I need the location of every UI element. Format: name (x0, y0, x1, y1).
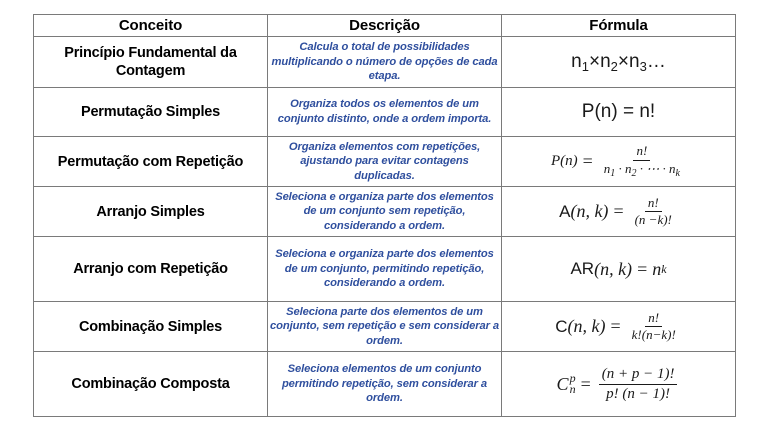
header-concept: Conceito (34, 15, 268, 37)
concept-cell: Arranjo Simples (34, 187, 268, 237)
table-row (34, 352, 736, 417)
description-cell: Seleciona e organiza parte dos elementos de um conjunto sem repetição, considerando a ordem. (268, 187, 502, 237)
header-row (34, 15, 736, 37)
table-row (34, 302, 736, 352)
description-cell: Organiza todos os elementos de um conjunto distinto, onde a ordem importa. (268, 88, 502, 137)
formula-cell (502, 352, 736, 417)
formula-arrangement-repetition: AR (n, k) = n k (570, 258, 667, 279)
formula-cell (502, 187, 736, 237)
description-cell: Seleciona parte dos elementos de um conjunto, sem repetição e sem considerar a ordem. (268, 302, 502, 352)
formula-simple-permutation: P(n) = n! (581, 101, 656, 122)
formula-simple-combination: C (n, k) = $\frac{n!}{k!(n-k)!}$ (555, 309, 676, 342)
formula-cell (502, 302, 736, 352)
concept-cell: Combinação Composta (34, 352, 268, 417)
header-formula: Fórmula (502, 15, 736, 37)
table-row (34, 88, 736, 137)
formula-cell (502, 37, 736, 88)
combinatorics-table (33, 14, 736, 417)
concept-cell: Arranjo com Repetição (34, 237, 268, 302)
description-cell: Organiza elementos com repetições, ajustando para evitar contagens duplicadas. (268, 137, 502, 187)
table-row (34, 37, 736, 88)
combinatorics-table-container (33, 14, 735, 417)
description-cell: Seleciona e organiza parte dos elementos de um conjunto, permitindo repetição, considerando a ordem. (268, 237, 502, 302)
formula-cell (502, 237, 736, 302)
table-row (34, 137, 736, 187)
concept-cell: Combinação Simples (34, 302, 268, 352)
concept-cell: Princípio Fundamental da Contagem (34, 37, 268, 88)
header-description: Descrição (268, 15, 502, 37)
formula-combination-repetition: C p n = $\frac{(n + p - 1)!}{p! (n - 1)!}$ (557, 366, 681, 402)
table-row (34, 237, 736, 302)
formula-cell (502, 137, 736, 187)
concept-cell: Permutação Simples (34, 88, 268, 137)
formula-fundamental-counting: $n_1\times n_2\times n_3\dots$ (571, 50, 666, 74)
concept-cell: Permutação com Repetição (34, 137, 268, 187)
formula-permutation-repetition: P(n) = $\frac{n!}{n_1 \cdot n_2 \cdot \cdots \cdot n_k}$ (550, 143, 680, 179)
formula-simple-arrangement: A (n, k) = $\frac{n!}{(n -k)!}$ (559, 194, 672, 227)
table-row (34, 187, 736, 237)
formula-cell (502, 88, 736, 137)
description-cell: Calcula o total de possibilidades multiplicando o número de opções de cada etapa. (268, 37, 502, 88)
description-cell: Seleciona elementos de um conjunto permitindo repetição, sem considerar a ordem. (268, 352, 502, 417)
